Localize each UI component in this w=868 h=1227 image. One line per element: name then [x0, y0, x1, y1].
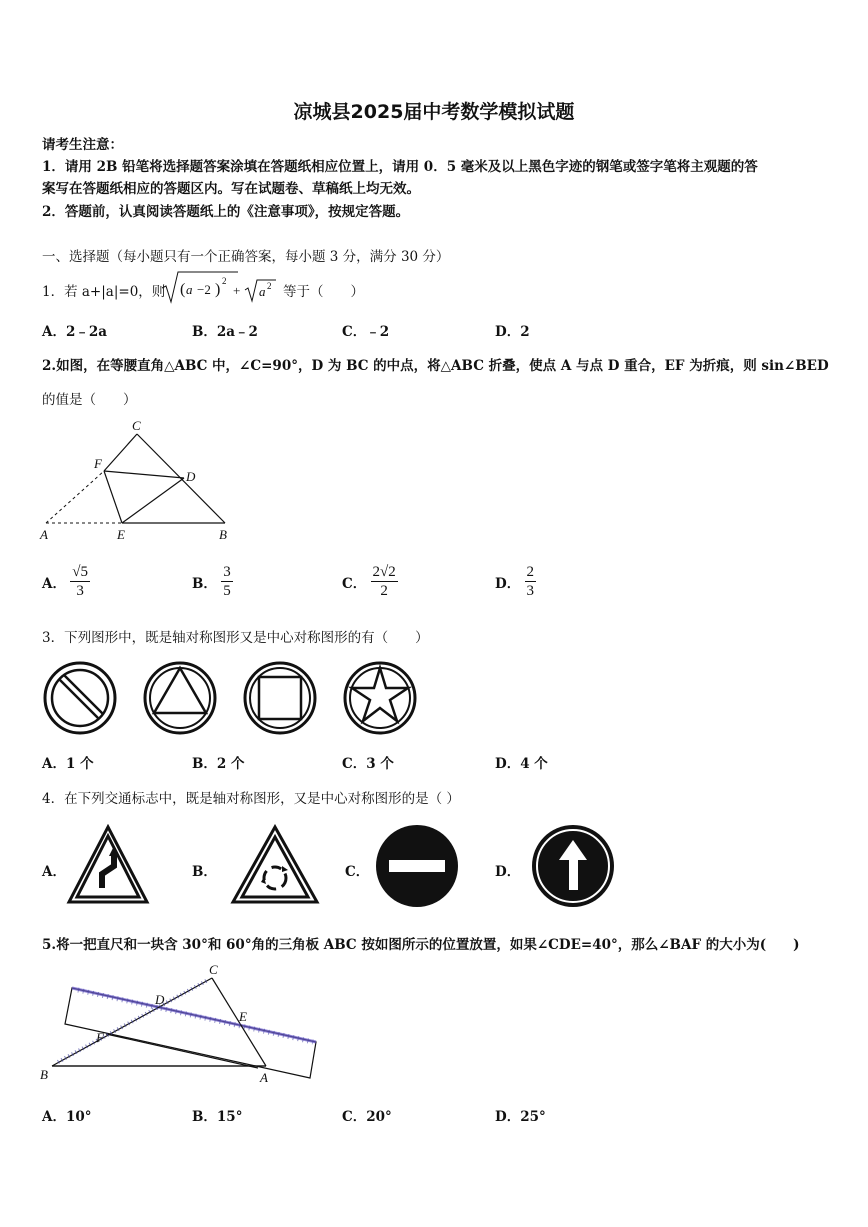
q1-radical-expression — [160, 268, 280, 306]
q2-label-e: E — [117, 527, 125, 542]
q2-label-f: F — [94, 456, 102, 471]
q5-label-f: F — [96, 1030, 104, 1045]
q2-figure — [38, 415, 238, 545]
q4-label-d: D． — [495, 864, 521, 880]
q2-line-2: 的值是（ ） — [42, 392, 137, 408]
q5-label-d: D — [155, 992, 165, 1007]
svg-text:−2: −2 — [197, 282, 211, 297]
q3-text: 3．下列图形中，既是轴对称图形又是中心对称图形的有（ ） — [42, 630, 429, 646]
q5-label-e: E — [239, 1009, 247, 1024]
q5-option-a: A．10° — [42, 1109, 92, 1125]
q5-option-d: D．25° — [495, 1109, 546, 1125]
straight-ahead-sign-icon — [531, 824, 615, 908]
no-entry-sign-icon — [375, 824, 459, 908]
q2-label-c: C — [132, 418, 141, 433]
svg-text:a: a — [186, 282, 193, 297]
svg-text:2: 2 — [222, 276, 227, 286]
notice-line-1a: 1．请用 2B 铅笔将选择题答案涂填在答题纸相应位置上，请用 0．5 毫米及以上黑色字迹的钢笔或签字笔将主观题的答 — [42, 159, 758, 175]
q5-text: 5.将一把直尺和一块含 30°和 60°角的三角板 ABC 按如图所示的位置放置，如果∠CDE=40°，那么∠BAF 的大小为( ) — [42, 937, 800, 953]
circle-triangle-figure — [145, 663, 215, 733]
circle-square-figure — [245, 663, 315, 733]
winding-road-sign-icon — [66, 824, 150, 906]
q2-label-d: D — [186, 469, 196, 484]
q5-option-b: B．15° — [192, 1109, 243, 1125]
q2-label-b: B — [219, 527, 227, 542]
q3-option-a: A．1 个 — [42, 756, 94, 772]
q4-label-a: A． — [42, 864, 66, 880]
svg-text:+: + — [233, 283, 241, 298]
notice-line-1b: 案写在答题纸相应的答题区内。写在试题卷、草稿纸上均无效。 — [42, 181, 420, 197]
q1-option-d: D．2 — [495, 324, 530, 340]
svg-text:): ) — [215, 281, 221, 298]
q5-label-c: C — [209, 962, 218, 977]
circle-star-figure — [345, 663, 415, 733]
notice-heading: 请考生注意： — [42, 137, 123, 153]
circle-slash-figure — [45, 663, 115, 733]
roundabout-sign-icon — [230, 824, 320, 906]
section-heading: 一、选择题（每小题只有一个正确答案，每小题 3 分，满分 30 分） — [42, 249, 450, 265]
q2-label-a: A — [40, 527, 48, 542]
q2-option-b: B． $\frac{3}{5}$ — [192, 564, 231, 599]
notice-line-2: 2．答题前，认真阅读答题纸上的《注意事项》，按规定答题。 — [42, 204, 410, 220]
q2-option-d: D． $\frac{2}{3}$ — [495, 564, 535, 599]
q5-label-b: B — [40, 1067, 48, 1082]
q1-option-c: C．﹣2 — [342, 324, 390, 340]
q1-prefix: 1．若 a+|a|=0，则 — [42, 284, 166, 300]
q1-option-a: A．2﹣2a — [42, 324, 108, 340]
svg-text:2: 2 — [267, 281, 272, 291]
q2-option-a: A． $\frac{√5}{3}$ — [42, 564, 89, 599]
q2-option-c: C． $\frac{2√2}{2}$ — [342, 564, 396, 599]
q3-option-b: B．2 个 — [192, 756, 245, 772]
q1-suffix: 等于（ ） — [283, 284, 364, 300]
q5-option-c: C．20° — [342, 1109, 392, 1125]
q5-label-a: A — [260, 1070, 268, 1085]
svg-text:(: ( — [180, 281, 186, 298]
q3-option-c: C．3 个 — [342, 756, 394, 772]
q3-option-d: D．4 个 — [495, 756, 548, 772]
page-title: 凉城县2025届中考数学模拟试题 — [293, 101, 575, 123]
svg-text:a: a — [259, 284, 266, 299]
q4-text: 4．在下列交通标志中，既是轴对称图形，又是中心对称图形的是（ ） — [42, 791, 460, 807]
q4-label-c: C． — [345, 864, 370, 880]
q1-option-b: B．2a﹣2 — [192, 324, 258, 340]
q3-figures — [40, 658, 420, 740]
q4-label-b: B． — [192, 864, 217, 880]
q2-line-1: 2.如图，在等腰直角△ABC 中，∠C=90°，D 为 BC 的中点，将△ABC 折叠，使点 A 与点 D 重合，EF 为折痕，则 sin∠BED — [42, 358, 829, 374]
q5-figure — [38, 960, 328, 1088]
